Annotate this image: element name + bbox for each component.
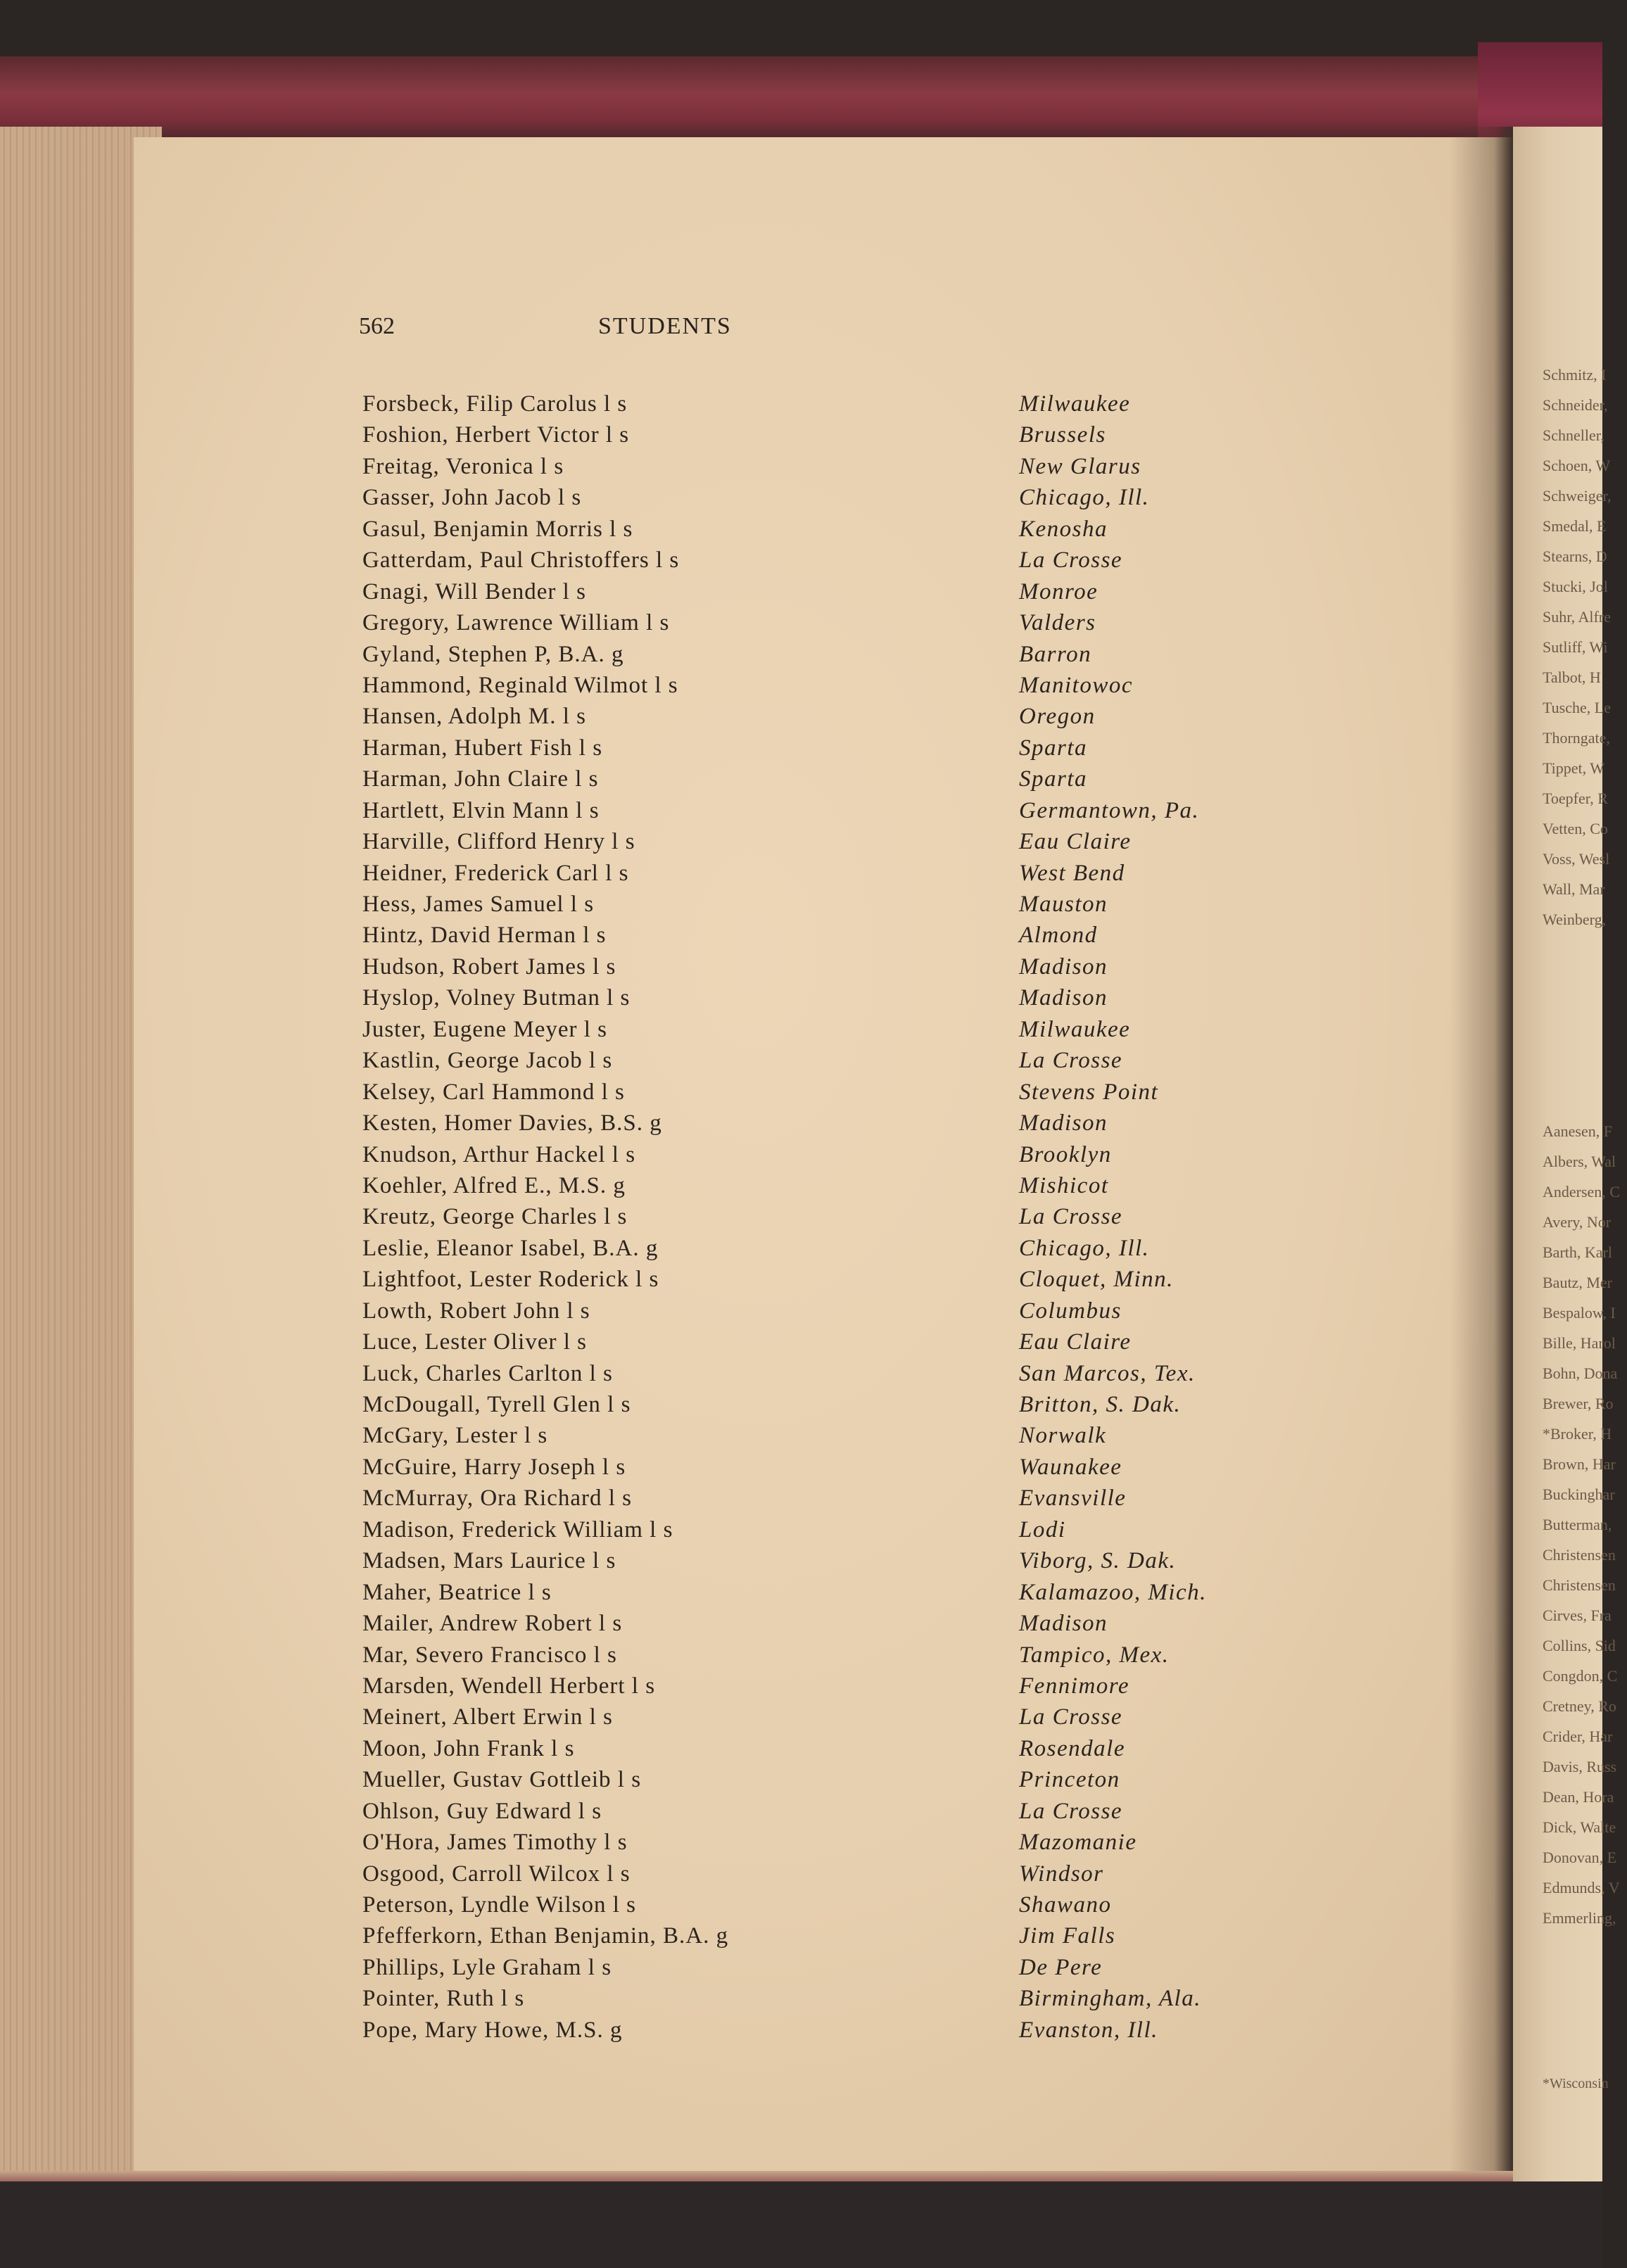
student-hometown: Madison	[1019, 1110, 1108, 1136]
next-page-entry: Schmitz, I	[1543, 366, 1607, 384]
student-name: McDougall, Tyrell Glen l s	[362, 1392, 631, 1417]
next-page-entry: Barth, Karl	[1543, 1243, 1612, 1261]
student-hometown: Milwaukee	[1019, 391, 1131, 417]
student-entry	[362, 2017, 1277, 2048]
next-page-entry: Brown, Har	[1543, 1455, 1616, 1473]
student-entry	[362, 1079, 1277, 1110]
student-entry	[362, 861, 1277, 892]
student-entry	[362, 1329, 1277, 1360]
student-name: Hansen, Adolph M. l s	[362, 704, 586, 730]
student-name: Peterson, Lyndle Wilson l s	[362, 1892, 636, 1918]
student-entry	[362, 579, 1277, 610]
student-name: Madsen, Mars Laurice l s	[362, 1548, 616, 1574]
student-name: Harman, Hubert Fish l s	[362, 735, 603, 761]
next-page-entry: Albers, Wal	[1543, 1153, 1616, 1170]
next-page-entry: Thorngate,	[1543, 729, 1610, 747]
student-entry	[362, 1611, 1277, 1642]
student-entry	[362, 954, 1277, 985]
student-hometown: La Crosse	[1019, 547, 1123, 574]
next-page-entry: Weinberg,	[1543, 911, 1607, 928]
next-page-entry: Suhr, Alfre	[1543, 608, 1611, 626]
student-name: Kelsey, Carl Hammond l s	[362, 1079, 625, 1105]
student-entry	[362, 1767, 1277, 1798]
student-name: Hartlett, Elvin Mann l s	[362, 797, 600, 823]
student-entry	[362, 1986, 1277, 2017]
background-surface	[0, 2181, 1602, 2268]
student-entry	[362, 1267, 1277, 1298]
next-page-entry: *Broker, H	[1543, 1425, 1612, 1443]
student-name: Phillips, Lyle Graham l s	[362, 1954, 612, 1980]
next-page-entry: Edmunds, V	[1543, 1879, 1620, 1896]
student-hometown: Sparta	[1019, 735, 1088, 761]
student-entry	[362, 1517, 1277, 1548]
running-head: STUDENTS	[598, 313, 732, 339]
page-gutter	[1450, 127, 1513, 2188]
student-hometown: Eau Claire	[1019, 829, 1132, 855]
student-entry	[362, 1580, 1277, 1611]
next-page-entry: Tusche, Le	[1543, 699, 1611, 716]
student-name: Luce, Lester Oliver l s	[362, 1329, 587, 1355]
student-name: Hess, James Samuel l s	[362, 892, 595, 917]
student-entry	[362, 485, 1277, 516]
student-name: Harman, John Claire l s	[362, 766, 599, 792]
next-page-entry: Cretney, Ro	[1543, 1697, 1616, 1715]
student-entry	[362, 1923, 1277, 1954]
student-hometown: Norwalk	[1019, 1423, 1107, 1449]
student-hometown: Viborg, S. Dak.	[1019, 1548, 1177, 1574]
student-entry	[362, 1799, 1277, 1830]
page-number: 562	[359, 313, 395, 339]
student-hometown: Lodi	[1019, 1516, 1066, 1542]
student-name: Gasul, Benjamin Morris l s	[362, 516, 633, 542]
student-name: Hintz, David Herman l s	[362, 923, 607, 949]
student-entry	[362, 1298, 1277, 1329]
student-entry	[362, 1548, 1277, 1579]
student-name: McMurray, Ora Richard l s	[362, 1485, 633, 1512]
student-name: Freitag, Veronica l s	[362, 453, 564, 479]
student-hometown: Milwaukee	[1019, 1016, 1131, 1042]
next-page-entry: Congdon, C	[1543, 1667, 1618, 1685]
student-name: Gyland, Stephen P, B.A. g	[362, 641, 624, 667]
student-hometown: Jim Falls	[1019, 1923, 1116, 1949]
next-page-entry: Dick, Walte	[1543, 1818, 1616, 1836]
student-name: Ohlson, Guy Edward l s	[362, 1798, 602, 1824]
student-name: Luck, Charles Carlton l s	[362, 1360, 613, 1386]
student-entry	[362, 1048, 1277, 1079]
student-entry	[362, 1736, 1277, 1767]
next-page-entry: Cirves, Fra	[1543, 1607, 1612, 1624]
next-page-entry: Schweiger,	[1543, 487, 1612, 505]
student-name: Moon, John Frank l s	[362, 1735, 575, 1761]
next-page-entry: Andersen, C	[1543, 1183, 1620, 1200]
next-page-entry: Toepfer, R	[1543, 790, 1608, 807]
student-entry	[362, 1830, 1277, 1861]
student-hometown: Barron	[1019, 641, 1092, 667]
student-name: Forsbeck, Filip Carolus l s	[362, 391, 628, 417]
student-hometown: Mazomanie	[1019, 1830, 1137, 1856]
next-page-entry: Bespalow, I	[1543, 1304, 1616, 1322]
student-hometown: Tampico, Mex.	[1019, 1642, 1170, 1668]
student-entry	[362, 798, 1277, 829]
student-name: Hammond, Reginald Wilmot l s	[362, 672, 678, 698]
student-hometown: San Marcos, Tex.	[1019, 1360, 1196, 1386]
student-name: Leslie, Eleanor Isabel, B.A. g	[362, 1235, 659, 1261]
student-name: Pointer, Ruth l s	[362, 1986, 525, 2012]
student-name: Juster, Eugene Meyer l s	[362, 1016, 608, 1042]
student-hometown: West Bend	[1019, 860, 1125, 886]
student-entry	[362, 829, 1277, 860]
next-page-entry: Avery, Nor	[1543, 1213, 1612, 1231]
student-entry	[362, 1704, 1277, 1735]
student-hometown: Monroe	[1019, 578, 1099, 604]
student-name: Gregory, Lawrence William l s	[362, 610, 670, 636]
student-name: Harville, Clifford Henry l s	[362, 829, 635, 855]
next-page-entry: Smedal, E	[1543, 517, 1607, 535]
next-page-entry: Stucki, Jol	[1543, 578, 1608, 595]
student-name: Foshion, Herbert Victor l s	[362, 422, 630, 448]
next-page-entry: Bohn, Dona	[1543, 1364, 1618, 1382]
next-page-entry: Wall, Mar	[1543, 880, 1605, 898]
student-hometown: Fennimore	[1019, 1673, 1130, 1699]
next-page-entry: Emmerling,	[1543, 1909, 1616, 1927]
student-entry	[362, 547, 1277, 578]
student-hometown: De Pere	[1019, 1954, 1103, 1980]
student-entry	[362, 923, 1277, 954]
next-page-entry: Crider, Har	[1543, 1728, 1613, 1745]
student-name: Kesten, Homer Davies, B.S. g	[362, 1110, 662, 1136]
student-name: Knudson, Arthur Hackel l s	[362, 1141, 636, 1167]
student-name: Madison, Frederick William l s	[362, 1516, 673, 1542]
student-hometown: Mauston	[1019, 892, 1108, 917]
student-hometown: Waunakee	[1019, 1454, 1122, 1480]
student-name: Hudson, Robert James l s	[362, 954, 616, 980]
student-hometown: Brussels	[1019, 422, 1106, 448]
student-name: Mailer, Andrew Robert l s	[362, 1611, 623, 1637]
next-page-entry: Butterman,	[1543, 1516, 1612, 1533]
next-page-entry: Tippet, W	[1543, 759, 1605, 777]
student-entry	[362, 1110, 1277, 1141]
next-page-entry: Schoen, W	[1543, 457, 1611, 474]
next-page-entry: Bille, Harol	[1543, 1334, 1616, 1352]
next-page-entry: Voss, Wesl	[1543, 850, 1610, 868]
student-hometown: Stevens Point	[1019, 1079, 1159, 1105]
student-hometown: Almond	[1019, 923, 1098, 949]
student-entry	[362, 610, 1277, 641]
next-page-entry: Buckinghar	[1543, 1485, 1615, 1503]
student-name: Osgood, Carroll Wilcox l s	[362, 1861, 631, 1887]
student-entry	[362, 735, 1277, 766]
student-name: Lowth, Robert John l s	[362, 1298, 590, 1324]
next-page-entry: Collins, Sid	[1543, 1637, 1616, 1654]
student-entry	[362, 1236, 1277, 1267]
student-hometown: Madison	[1019, 1611, 1108, 1637]
student-hometown: La Crosse	[1019, 1048, 1123, 1074]
student-hometown: Oregon	[1019, 704, 1096, 730]
student-entry	[362, 1423, 1277, 1454]
student-entry	[362, 1485, 1277, 1516]
student-entry	[362, 517, 1277, 547]
student-entry	[362, 1017, 1277, 1048]
student-hometown: Evansville	[1019, 1485, 1127, 1512]
student-hometown: La Crosse	[1019, 1704, 1123, 1730]
student-name: Pfefferkorn, Ethan Benjamin, B.A. g	[362, 1923, 729, 1949]
student-hometown: Evanston, Ill.	[1019, 2017, 1158, 2043]
student-entry	[362, 1892, 1277, 1923]
student-hometown: Princeton	[1019, 1767, 1120, 1793]
student-name: Lightfoot, Lester Roderick l s	[362, 1267, 659, 1293]
next-page-entry: Vetten, Co	[1543, 820, 1608, 837]
student-hometown: Britton, S. Dak.	[1019, 1392, 1182, 1417]
student-hometown: Chicago, Ill.	[1019, 1235, 1150, 1261]
student-name: Maher, Beatrice l s	[362, 1579, 552, 1605]
next-page-entry: Donovan, E	[1543, 1849, 1617, 1866]
next-page-lower-column	[1543, 1122, 1627, 1939]
student-name: Meinert, Albert Erwin l s	[362, 1704, 613, 1730]
student-hometown: La Crosse	[1019, 1798, 1123, 1824]
student-entry	[362, 704, 1277, 735]
student-hometown: Cloquet, Minn.	[1019, 1267, 1174, 1293]
next-page-entry: Christensen	[1543, 1576, 1616, 1594]
student-name: Heidner, Frederick Carl l s	[362, 860, 629, 886]
next-page-entry: Schneller,	[1543, 426, 1604, 444]
student-name: O'Hora, James Timothy l s	[362, 1830, 628, 1856]
next-page-entry: Talbot, H	[1543, 669, 1601, 686]
student-hometown: Manitowoc	[1019, 672, 1133, 698]
student-hometown: Kalamazoo, Mich.	[1019, 1579, 1207, 1605]
student-name: Kreutz, George Charles l s	[362, 1204, 628, 1230]
student-hometown: Sparta	[1019, 766, 1088, 792]
next-page-entry: Dean, Hora	[1543, 1788, 1614, 1806]
student-hometown: Birmingham, Ala.	[1019, 1986, 1201, 2012]
student-hometown: Mishicot	[1019, 1172, 1109, 1198]
student-name: Pope, Mary Howe, M.S. g	[362, 2017, 623, 2043]
student-hometown: La Crosse	[1019, 1204, 1123, 1230]
student-entry	[362, 391, 1277, 422]
student-name: Gasser, John Jacob l s	[362, 485, 582, 511]
student-name: Mueller, Gustav Gottleib l s	[362, 1767, 642, 1793]
student-hometown: Brooklyn	[1019, 1141, 1112, 1167]
book-binding	[0, 56, 1602, 148]
student-entry	[362, 1392, 1277, 1423]
student-entry	[362, 1142, 1277, 1173]
student-entry	[362, 422, 1277, 453]
student-name: McGary, Lester l s	[362, 1423, 548, 1449]
next-page-entry: Aanesen, F	[1543, 1122, 1612, 1140]
student-entry	[362, 673, 1277, 704]
next-page-top-column	[1543, 366, 1627, 941]
student-hometown: Rosendale	[1019, 1735, 1125, 1761]
student-entry	[362, 1955, 1277, 1986]
student-entry	[362, 1455, 1277, 1485]
student-hometown: Chicago, Ill.	[1019, 485, 1150, 511]
next-page-entry: Brewer, Ro	[1543, 1395, 1614, 1412]
student-name: Marsden, Wendell Herbert l s	[362, 1673, 656, 1699]
student-name: Koehler, Alfred E., M.S. g	[362, 1172, 626, 1198]
student-hometown: Windsor	[1019, 1861, 1104, 1887]
student-name: Gatterdam, Paul Christoffers l s	[362, 547, 680, 574]
student-entry	[362, 1361, 1277, 1392]
student-entry	[362, 1204, 1277, 1235]
next-page-entry: Davis, Russ	[1543, 1758, 1617, 1775]
student-entry	[362, 642, 1277, 673]
student-hometown: Kenosha	[1019, 516, 1108, 542]
student-entry	[362, 1861, 1277, 1892]
page-header	[359, 313, 964, 348]
student-hometown: Eau Claire	[1019, 1329, 1132, 1355]
student-hometown: Madison	[1019, 954, 1108, 980]
student-name: Mar, Severo Francisco l s	[362, 1642, 617, 1668]
next-page-entry: Schneider,	[1543, 396, 1608, 414]
next-page-entry: Christensen	[1543, 1546, 1616, 1564]
student-name: McGuire, Harry Joseph l s	[362, 1454, 626, 1480]
student-hometown: Germantown, Pa.	[1019, 797, 1200, 823]
student-entry	[362, 766, 1277, 797]
student-name: Kastlin, George Jacob l s	[362, 1048, 613, 1074]
student-hometown: Shawano	[1019, 1892, 1112, 1918]
student-list	[362, 391, 1277, 2048]
student-hometown: Valders	[1019, 610, 1096, 636]
student-name: Hyslop, Volney Butman l s	[362, 985, 631, 1011]
student-name: Gnagi, Will Bender l s	[362, 578, 586, 604]
student-hometown: New Glarus	[1019, 453, 1141, 479]
student-hometown: Columbus	[1019, 1298, 1122, 1324]
student-entry	[362, 892, 1277, 923]
student-hometown: Madison	[1019, 985, 1108, 1011]
student-entry	[362, 1642, 1277, 1673]
next-page-entry: Bautz, Mer	[1543, 1274, 1612, 1291]
next-page-entry: Stearns, D	[1543, 547, 1607, 565]
next-page-footnote: *Wisconsin	[1543, 2076, 1609, 2091]
next-page-entry: Sutliff, Wi	[1543, 638, 1608, 656]
student-entry	[362, 985, 1277, 1016]
student-entry	[362, 1673, 1277, 1704]
student-entry	[362, 454, 1277, 485]
student-entry	[362, 1173, 1277, 1204]
